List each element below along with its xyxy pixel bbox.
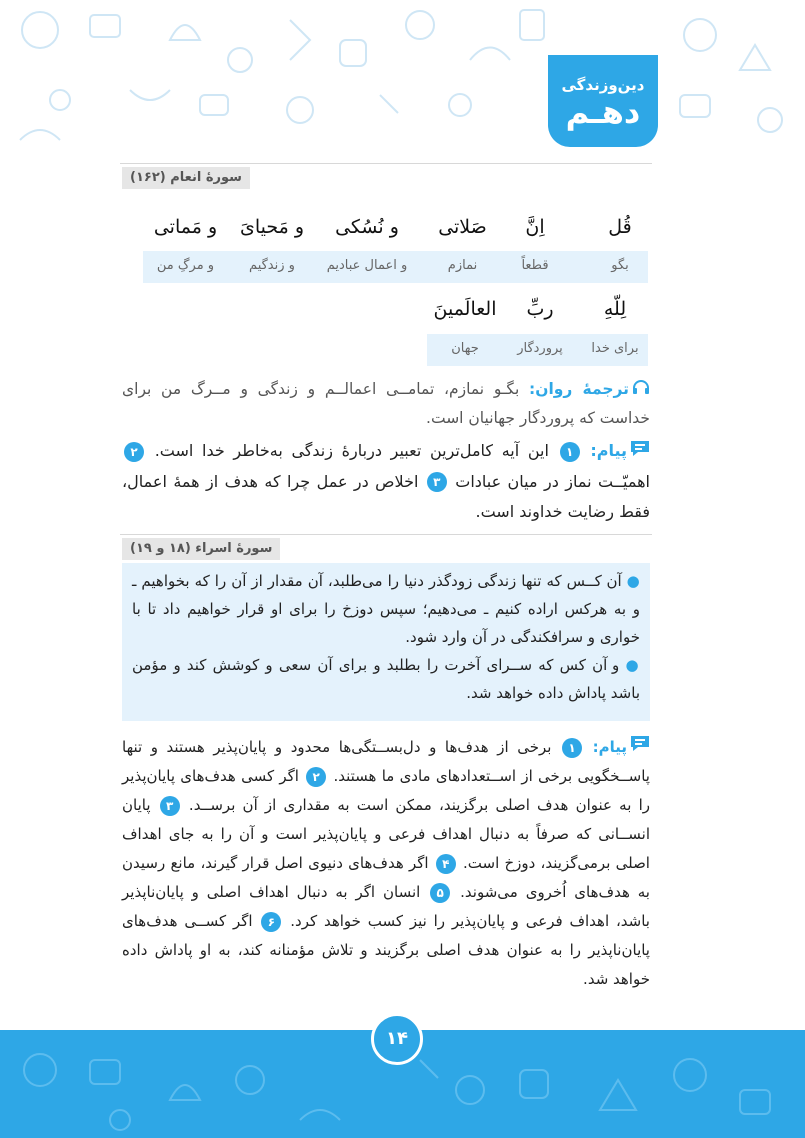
verse-bullet-item	[132, 651, 640, 707]
subject-badge	[548, 55, 658, 147]
verse-bullet-item	[132, 567, 640, 651]
verse-word-meaning: و مرگِ من	[156, 258, 215, 273]
verse-word: و نُسُکی	[335, 216, 399, 238]
message-icon	[630, 733, 650, 762]
point-number-badge: ۳	[160, 796, 180, 816]
translation-label: ترجمهٔ روان:	[529, 380, 629, 398]
headphones-icon	[632, 376, 650, 404]
point-number-badge: ۴	[436, 854, 456, 874]
sura-tag-anam: سورهٔ انعام (۱۶۲)	[122, 167, 250, 189]
message-point: انسان اگر به دنبال اهداف اصلی و پایان‌ناپذیر باشد، اهداف فرعی و پایان‌پذیر را نیز کسب خواهد کرد.	[122, 883, 650, 930]
message-block-1	[122, 436, 650, 527]
verse-word: و مَماتی	[153, 216, 218, 238]
verse-word: العالَمینَ	[433, 298, 497, 320]
verse-word-meaning: و زندگیم	[249, 258, 295, 273]
message-label: پیام:	[592, 738, 627, 756]
verse-word-meaning: نمازم	[447, 258, 478, 273]
message-point: اگر کسی هدف‌های پایان‌پذیر را به عنوان هدف اصلی برگزیند، ممکن است به مقداری از آن برســد.	[122, 767, 650, 814]
subject-title: دین‌وزندگی	[561, 76, 645, 94]
message-point: برخی از هدف‌ها و دل‌بســتگی‌ها محدود و پایان‌پذیر هستند و تنها پاســخگویی برخی از اســتعدادهای مادی ما هستند.	[122, 738, 650, 785]
message-point: اگر کســی هدف‌های پایان‌ناپذیر را به عنوان هدف اصلی برگزیند و تلاش مؤمنانه کند، به او پاداش داده خواهد شد.	[122, 912, 650, 988]
bullet-text: آن کــس که تنها زندگی زودگذر دنیا را می‌طلبد، آن مقدار از آن را که بخواهیم ـ و به هرکس اراده کنیم ـ می‌دهیم؛ سپس دوزخ را برای او قرار خواهیم داد تا با خواری و سرافکندگی در آن وارد شود.	[132, 572, 640, 646]
point-number-badge: ۱	[560, 442, 580, 462]
verse-word: و مَحیایَ	[239, 216, 305, 238]
bullet-text: و آن کس که ســرای آخرت را بطلبد و برای آن سعی و کوشش کند و مؤمن باشد پاداش داده خواهد شد.	[132, 656, 640, 702]
page-number: ۱۴	[371, 1013, 423, 1065]
verse-word: لِلّهِ	[603, 298, 627, 320]
grade-title: دهـم	[565, 93, 641, 131]
message-point: اگر هدف‌های دنیوی اصل قرار گیرند، مانع رسیدن به هدف‌های اُخروی می‌شوند.	[122, 854, 650, 901]
verse-word-meaning: و اعمال عبادیم	[326, 258, 408, 273]
message-point: اخلاص در عمل چرا که هدف از همهٔ اعمال، فقط رضایت خداوند است.	[122, 471, 650, 521]
verse-word: صَلاتی	[438, 216, 487, 238]
point-number-badge: ۲	[306, 767, 326, 787]
verse-bullets	[122, 563, 650, 707]
translation-text: بگـو نمازم، تمامــی اعمالــم و زندگی و مــرگ من برای خداست که پروردگار جهانیان است.	[122, 380, 650, 427]
point-number-badge: ۱	[562, 738, 582, 758]
verse-word-meaning: بگو	[611, 258, 629, 273]
message-label: پیام:	[590, 441, 628, 460]
sura-tag-isra: سورهٔ اسراء (۱۸ و ۱۹)	[122, 538, 280, 560]
point-number-badge: ۵	[430, 883, 450, 903]
message-icon	[630, 437, 650, 467]
point-number-badge: ۳	[427, 472, 447, 492]
message-point: پایان انســانی که صرفاً به دنبال اهداف فرعی و پایان‌پذیر است و آن را به جای اهداف اصلی برمی‌گزیند، دوزخ است.	[122, 796, 650, 872]
message-point: اهمیّــت نماز در میان عبادات	[455, 471, 651, 491]
verse-word-meaning: برای خدا	[591, 341, 639, 356]
bullet-dot-icon: ●	[619, 656, 640, 674]
message-block-2	[122, 733, 650, 994]
verse-word-meaning: پروردگار	[517, 341, 563, 356]
verse-word: قُل	[608, 216, 632, 238]
header-doodle-pattern	[0, 0, 805, 150]
verse-word-meaning: جهان	[451, 341, 479, 356]
verse-word-meaning: قطعاً	[521, 258, 549, 273]
fluent-translation	[122, 375, 650, 432]
verse-word: اِنَّ	[525, 216, 545, 238]
point-number-badge: ۶	[261, 912, 281, 932]
section-divider	[120, 163, 652, 164]
verse-word: ربِّ	[526, 298, 554, 320]
section-divider	[120, 534, 652, 535]
point-number-badge: ۲	[124, 442, 144, 462]
bullet-dot-icon: ●	[621, 572, 640, 590]
message-point: این آیه کامل‌ترین تعبیر دربارهٔ زندگی به‌خاطر خدا است.	[154, 441, 549, 460]
verse-translation-box	[122, 563, 650, 721]
